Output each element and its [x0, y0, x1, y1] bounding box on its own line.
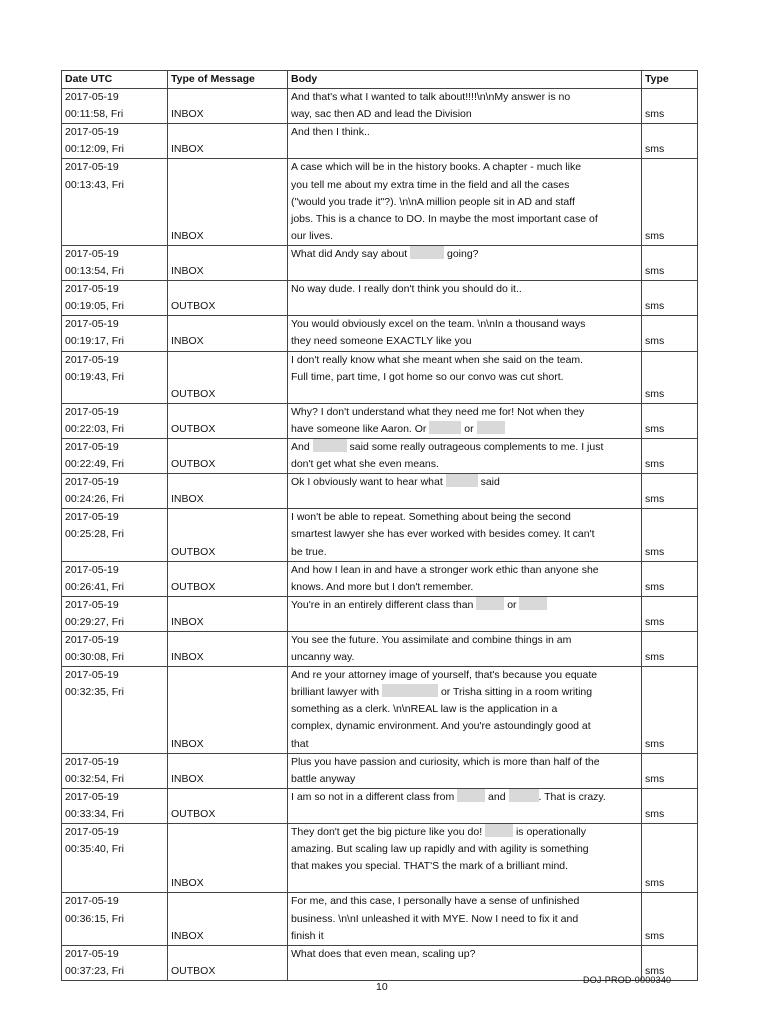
message-kind-cell: sms	[642, 788, 698, 823]
table-row	[62, 788, 698, 823]
header-type-of-message: Type of Message	[168, 71, 288, 89]
body-text: our lives.	[291, 229, 334, 242]
message-direction-cell: INBOX	[168, 474, 288, 509]
message-body-cell	[288, 438, 642, 473]
message-body-cell	[288, 561, 642, 596]
body-text: smartest lawyer she has ever worked with besides comey. It can't	[291, 528, 595, 541]
body-line	[291, 928, 638, 945]
message-direction-cell: INBOX	[168, 245, 288, 280]
redaction-box	[476, 597, 504, 610]
table-row	[62, 753, 698, 788]
body-text: brilliant lawyer with	[291, 686, 383, 699]
body-text: What did Andy say about	[291, 247, 411, 260]
body-line	[291, 386, 638, 403]
body-text: they need someone EXACTLY like you	[291, 335, 472, 348]
body-text: No way dude. I really don't think you should do it..	[291, 283, 522, 296]
date-cell: 2017-05-19 00:32:54, Fri	[62, 753, 168, 788]
message-body-cell	[288, 596, 642, 631]
body-line	[291, 841, 638, 858]
message-kind-cell: sms	[642, 945, 698, 980]
body-text: And re your attorney image of yourself, that's because you equate	[291, 669, 598, 682]
body-line	[291, 946, 638, 963]
message-kind-cell: sms	[642, 316, 698, 351]
body-text: or	[504, 598, 520, 611]
body-text: battle anyway	[291, 772, 356, 785]
body-text: jobs. This is a chance to DO. In maybe the most important case of	[291, 212, 598, 225]
message-body-cell	[288, 89, 642, 124]
body-text: Why? I don't understand what they need me for! Not when they	[291, 405, 585, 418]
message-direction-cell: INBOX	[168, 667, 288, 753]
table-row	[62, 509, 698, 561]
body-text: And	[291, 440, 313, 453]
date-cell: 2017-05-19 00:24:26, Fri	[62, 474, 168, 509]
message-kind-cell: sms	[642, 596, 698, 631]
message-body-cell	[288, 667, 642, 753]
table-row	[62, 632, 698, 667]
body-line	[291, 858, 638, 875]
message-body-cell	[288, 753, 642, 788]
table-row	[62, 159, 698, 245]
body-text: way, sac then AD and lead the Division	[291, 108, 472, 121]
message-kind-cell: sms	[642, 893, 698, 945]
body-text: going?	[444, 247, 479, 260]
body-text: ("would you trade it"?). \n\nA million people sit in AD and staff	[291, 195, 575, 208]
redaction-box	[519, 597, 547, 610]
table-row	[62, 281, 698, 316]
message-kind-cell: sms	[642, 403, 698, 438]
body-text: and	[485, 790, 509, 803]
body-line	[291, 298, 638, 315]
body-text: What does that even mean, scaling up?	[291, 947, 476, 960]
body-line	[291, 89, 638, 106]
body-line	[291, 439, 638, 456]
message-direction-cell: OUTBOX	[168, 945, 288, 980]
header-type: Type	[642, 71, 698, 89]
date-cell: 2017-05-19 00:22:49, Fri	[62, 438, 168, 473]
body-line	[291, 701, 638, 718]
redaction-box	[477, 421, 505, 434]
body-text: They don't get the big picture like you do!	[291, 826, 486, 839]
table-row	[62, 893, 698, 945]
body-text: Ok I obviously want to hear what	[291, 476, 446, 489]
body-line	[291, 597, 638, 614]
body-line	[291, 824, 638, 841]
message-kind-cell: sms	[642, 159, 698, 245]
body-text: uncanny way.	[291, 651, 355, 664]
body-line	[291, 316, 638, 333]
body-text: complex, dynamic environment. And you're astoundingly good at	[291, 720, 591, 733]
date-cell: 2017-05-19 00:13:54, Fri	[62, 245, 168, 280]
message-body-cell	[288, 403, 642, 438]
table-row	[62, 316, 698, 351]
message-kind-cell: sms	[642, 438, 698, 473]
body-line	[291, 806, 638, 823]
date-cell: 2017-05-19 00:30:08, Fri	[62, 632, 168, 667]
table-row	[62, 403, 698, 438]
body-text: You see the future. You assimilate and combine things in am	[291, 634, 572, 646]
table-row	[62, 124, 698, 159]
body-line	[291, 263, 638, 280]
table-row	[62, 474, 698, 509]
body-line	[291, 754, 638, 771]
body-text: Plus you have passion and curiosity, which is more than half of the	[291, 755, 600, 768]
body-line	[291, 736, 638, 753]
body-line	[291, 579, 638, 596]
messages-body	[62, 89, 698, 981]
date-cell: 2017-05-19 00:26:41, Fri	[62, 561, 168, 596]
body-text: I am so not in a different class from	[291, 790, 458, 803]
message-kind-cell: sms	[642, 509, 698, 561]
body-line	[291, 526, 638, 543]
body-text: You're in an entirely different class than	[291, 598, 477, 611]
message-body-cell	[288, 632, 642, 667]
message-body-cell	[288, 245, 642, 280]
message-kind-cell: sms	[642, 561, 698, 596]
body-line	[291, 159, 638, 176]
body-text: that makes you special. THAT'S the mark of a brilliant mind.	[291, 860, 569, 873]
table-row	[62, 351, 698, 403]
message-body-cell	[288, 351, 642, 403]
body-text: I don't really know what she meant when she said on the team.	[291, 353, 584, 366]
message-direction-cell: INBOX	[168, 159, 288, 245]
body-line	[291, 632, 638, 649]
redaction-box	[382, 684, 438, 697]
date-cell: 2017-05-19 00:19:43, Fri	[62, 351, 168, 403]
date-cell: 2017-05-19 00:22:03, Fri	[62, 403, 168, 438]
body-line	[291, 333, 638, 350]
message-direction-cell: INBOX	[168, 824, 288, 893]
table-row	[62, 824, 698, 893]
message-direction-cell: OUTBOX	[168, 438, 288, 473]
body-line	[291, 246, 638, 263]
body-text: that	[291, 737, 309, 750]
message-direction-cell: OUTBOX	[168, 281, 288, 316]
body-line	[291, 228, 638, 245]
message-body-cell	[288, 316, 642, 351]
redaction-box	[313, 439, 347, 452]
redaction-box	[446, 474, 478, 487]
message-direction-cell: INBOX	[168, 632, 288, 667]
body-text: finish it	[291, 929, 324, 942]
message-kind-cell: sms	[642, 753, 698, 788]
body-line	[291, 456, 638, 473]
body-text: And then I think..	[291, 126, 370, 139]
message-body-cell	[288, 893, 642, 945]
table-row	[62, 561, 698, 596]
message-kind-cell: sms	[642, 124, 698, 159]
table-row	[62, 438, 698, 473]
body-line	[291, 667, 638, 684]
header-date: Date UTC	[62, 71, 168, 89]
body-line	[291, 404, 638, 421]
body-line	[291, 474, 638, 491]
header-row	[62, 71, 698, 89]
message-body-cell	[288, 509, 642, 561]
body-line	[291, 421, 638, 438]
body-text: knows. And more but I don't remember.	[291, 580, 474, 593]
table-row	[62, 667, 698, 753]
table-row	[62, 245, 698, 280]
date-cell: 2017-05-19 00:13:43, Fri	[62, 159, 168, 245]
body-text: For me, and this case, I personally have a sense of unfinished	[291, 895, 580, 908]
body-line	[291, 562, 638, 579]
message-body-cell	[288, 159, 642, 245]
body-line	[291, 684, 638, 701]
body-text: be true.	[291, 545, 327, 558]
message-body-cell	[288, 124, 642, 159]
message-direction-cell: OUTBOX	[168, 403, 288, 438]
message-kind-cell: sms	[642, 632, 698, 667]
table-row	[62, 596, 698, 631]
date-cell: 2017-05-19 00:32:35, Fri	[62, 667, 168, 753]
body-line	[291, 281, 638, 298]
message-direction-cell: INBOX	[168, 893, 288, 945]
message-body-cell	[288, 474, 642, 509]
body-text: I won't be able to repeat. Something about being the second	[291, 511, 571, 524]
body-text: And that's what I wanted to talk about!!!!\n\nMy answer is no	[291, 91, 571, 104]
message-direction-cell: OUTBOX	[168, 788, 288, 823]
body-line	[291, 211, 638, 228]
message-kind-cell: sms	[642, 474, 698, 509]
message-body-cell	[288, 281, 642, 316]
message-body-cell	[288, 788, 642, 823]
bates-number: DOJ-PROD-0000340	[583, 975, 672, 985]
body-line	[291, 491, 638, 508]
message-kind-cell: sms	[642, 351, 698, 403]
message-direction-cell: INBOX	[168, 596, 288, 631]
body-text: or	[461, 422, 477, 435]
body-line	[291, 875, 638, 892]
body-text: or Trisha sitting in a room writing	[438, 686, 593, 699]
body-text: . That is crazy.	[538, 790, 606, 803]
body-line	[291, 771, 638, 788]
body-line	[291, 141, 638, 158]
body-line	[291, 911, 638, 928]
body-line	[291, 509, 638, 526]
redaction-box	[410, 246, 444, 259]
body-text: said some really outrageous complements to me. I just	[346, 440, 604, 453]
body-text: And how I lean in and have a stronger work ethic than anyone she	[291, 563, 599, 576]
body-text: Full time, part time, I got home so our convo was cut short.	[291, 370, 564, 383]
message-direction-cell: INBOX	[168, 124, 288, 159]
redaction-box	[457, 789, 485, 802]
body-text: You would obviously excel on the team. \n\nIn a thousand ways	[291, 318, 586, 331]
body-line	[291, 893, 638, 910]
body-text: A case which will be in the history books. A chapter - much like	[291, 161, 582, 174]
body-line	[291, 124, 638, 141]
redaction-box	[509, 789, 539, 802]
body-text: you tell me about my extra time in the field and all the cases	[291, 178, 570, 191]
body-line	[291, 369, 638, 386]
body-line	[291, 614, 638, 631]
message-direction-cell: OUTBOX	[168, 561, 288, 596]
message-direction-cell: INBOX	[168, 89, 288, 124]
message-direction-cell: OUTBOX	[168, 351, 288, 403]
date-cell: 2017-05-19 00:11:58, Fri	[62, 89, 168, 124]
body-text: said	[477, 476, 500, 489]
message-direction-cell: INBOX	[168, 316, 288, 351]
date-cell: 2017-05-19 00:19:05, Fri	[62, 281, 168, 316]
redaction-box	[485, 824, 513, 837]
date-cell: 2017-05-19 00:35:40, Fri	[62, 824, 168, 893]
body-text: business. \n\nI unleashed it with MYE. Now I need to fix it and	[291, 912, 579, 925]
date-cell: 2017-05-19 00:25:28, Fri	[62, 509, 168, 561]
body-line	[291, 649, 638, 666]
header-body: Body	[288, 71, 642, 89]
date-cell: 2017-05-19 00:36:15, Fri	[62, 893, 168, 945]
page-number: 10	[376, 981, 388, 993]
body-text: amazing. But scaling law up rapidly and with agility is something	[291, 843, 589, 856]
table-row	[62, 89, 698, 124]
redaction-box	[429, 421, 461, 434]
body-line	[291, 544, 638, 561]
body-line	[291, 194, 638, 211]
date-cell: 2017-05-19 00:33:34, Fri	[62, 788, 168, 823]
body-line	[291, 789, 638, 806]
message-kind-cell: sms	[642, 667, 698, 753]
body-line	[291, 718, 638, 735]
body-text: is operationally	[513, 826, 587, 839]
body-text: have someone like Aaron. Or	[291, 422, 430, 435]
date-cell: 2017-05-19 00:19:17, Fri	[62, 316, 168, 351]
date-cell: 2017-05-19 00:29:27, Fri	[62, 596, 168, 631]
body-line	[291, 352, 638, 369]
body-line	[291, 177, 638, 194]
body-text: don't get what she even means.	[291, 458, 439, 471]
messages-table	[61, 70, 698, 981]
message-direction-cell: INBOX	[168, 753, 288, 788]
body-text: something as a clerk. \n\nREAL law is the application in a	[291, 703, 558, 716]
date-cell: 2017-05-19 00:37:23, Fri	[62, 945, 168, 980]
date-cell: 2017-05-19 00:12:09, Fri	[62, 124, 168, 159]
message-body-cell	[288, 824, 642, 893]
body-line	[291, 106, 638, 123]
message-kind-cell: sms	[642, 824, 698, 893]
message-kind-cell: sms	[642, 245, 698, 280]
message-kind-cell: sms	[642, 281, 698, 316]
message-direction-cell: OUTBOX	[168, 509, 288, 561]
message-kind-cell: sms	[642, 89, 698, 124]
